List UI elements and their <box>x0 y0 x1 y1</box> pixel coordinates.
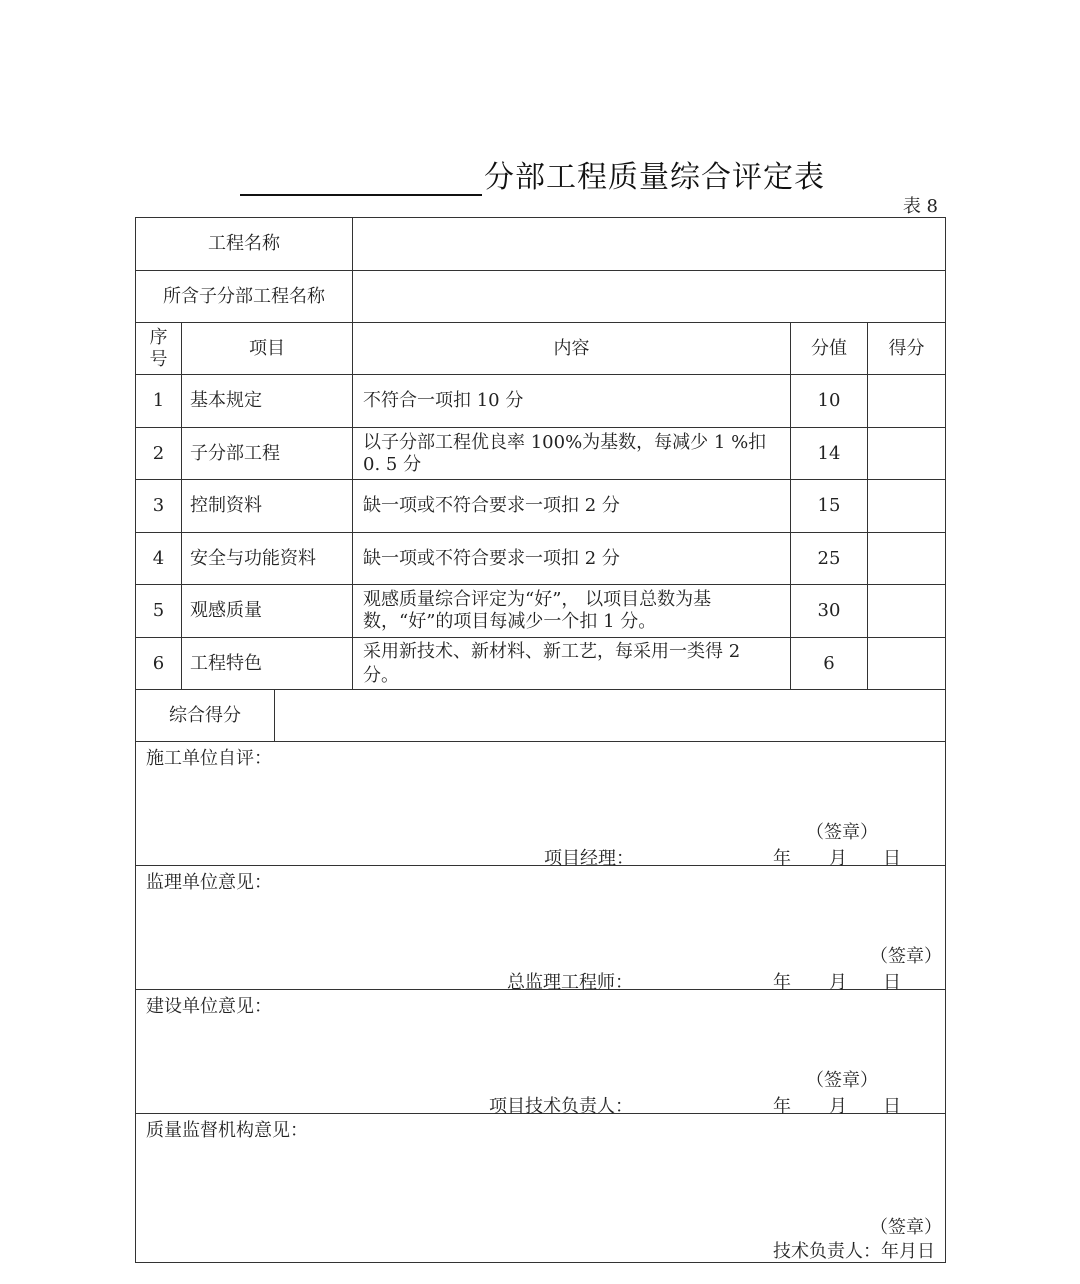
date-year: 年 <box>773 848 791 869</box>
row-content: 缺一项或不符合要求一项扣 2 分 <box>353 533 791 585</box>
owner-opinion-section[interactable] <box>136 990 945 1117</box>
seal-text: （签章） <box>870 946 942 967</box>
project-name-label: 工程名称 <box>136 218 353 271</box>
row-score-field[interactable] <box>868 585 945 638</box>
date-month: 月 <box>829 1096 847 1117</box>
date-day: 日 <box>883 848 901 869</box>
construction-self-eval-section[interactable] <box>136 742 945 869</box>
total-score-label: 综合得分 <box>136 690 275 742</box>
row-score-field[interactable] <box>868 428 945 480</box>
header-score-value: 分值 <box>791 323 868 375</box>
date-day: 日 <box>883 972 901 993</box>
section-label: 监理单位意见： <box>146 872 272 893</box>
section-label: 质量监督机构意见： <box>146 1120 308 1141</box>
date-year: 年 <box>773 1096 791 1117</box>
row-value: 14 <box>791 428 868 480</box>
title-blank-line[interactable] <box>240 158 482 196</box>
signer-label: 项目经理： <box>544 848 634 869</box>
section-label: 施工单位自评： <box>146 748 272 769</box>
row-score-field[interactable] <box>868 480 945 533</box>
sub-project-field[interactable] <box>353 271 945 323</box>
row-value: 15 <box>791 480 868 533</box>
section-label: 建设单位意见： <box>146 996 272 1017</box>
signer-label: 项目技术负责人： <box>489 1096 633 1117</box>
row-item: 工程特色 <box>182 638 353 690</box>
form-title <box>240 152 825 196</box>
row-item: 基本规定 <box>182 375 353 428</box>
row-content: 不符合一项扣 10 分 <box>353 375 791 428</box>
row-seq: 1 <box>136 375 182 428</box>
table-number: 表 8 <box>902 196 938 217</box>
row-value: 10 <box>791 375 868 428</box>
row-content: 缺一项或不符合要求一项扣 2 分 <box>353 480 791 533</box>
row-seq: 3 <box>136 480 182 533</box>
date-year: 年 <box>773 972 791 993</box>
header-score-got: 得分 <box>868 323 945 375</box>
row-item: 控制资料 <box>182 480 353 533</box>
title-text: 分部工程质量综合评定表 <box>484 160 825 195</box>
date-day: 日 <box>883 1096 901 1117</box>
date-month: 月 <box>829 848 847 869</box>
header-content: 内容 <box>353 323 791 375</box>
signer-date-label: 技术负责人：年月日 <box>773 1241 935 1262</box>
date-month: 月 <box>829 972 847 993</box>
supervision-opinion-section[interactable] <box>136 866 945 993</box>
row-content: 采用新技术、新材料、新工艺，每采用一类得 2 分。 <box>353 638 791 690</box>
row-seq: 5 <box>136 585 182 638</box>
header-item: 项目 <box>182 323 353 375</box>
seal-text: （签章） <box>806 822 878 843</box>
row-score-field[interactable] <box>868 375 945 428</box>
row-score-field[interactable] <box>868 533 945 585</box>
row-item: 子分部工程 <box>182 428 353 480</box>
row-seq: 4 <box>136 533 182 585</box>
row-value: 25 <box>791 533 868 585</box>
seal-text: （签章） <box>870 1217 942 1238</box>
row-value: 6 <box>791 638 868 690</box>
row-seq: 2 <box>136 428 182 480</box>
total-score-field[interactable] <box>275 690 945 742</box>
row-seq: 6 <box>136 638 182 690</box>
row-item: 安全与功能资料 <box>182 533 353 585</box>
quality-supervision-section[interactable] <box>136 1114 945 1262</box>
signer-label: 总监理工程师： <box>507 972 633 993</box>
seal-text: （签章） <box>806 1070 878 1091</box>
project-name-field[interactable] <box>353 218 945 271</box>
row-content: 观感质量综合评定为“好”， 以项目总数为基数，“好”的项目每减少一个扣 1 分。 <box>353 585 791 638</box>
header-seq: 序号 <box>136 323 182 375</box>
evaluation-table <box>135 217 946 1263</box>
row-value: 30 <box>791 585 868 638</box>
row-content: 以子分部工程优良率 100%为基数，每减少 1 %扣 0. 5 分 <box>353 428 791 480</box>
row-score-field[interactable] <box>868 638 945 690</box>
sub-project-label: 所含子分部工程名称 <box>136 271 353 323</box>
row-item: 观感质量 <box>182 585 353 638</box>
